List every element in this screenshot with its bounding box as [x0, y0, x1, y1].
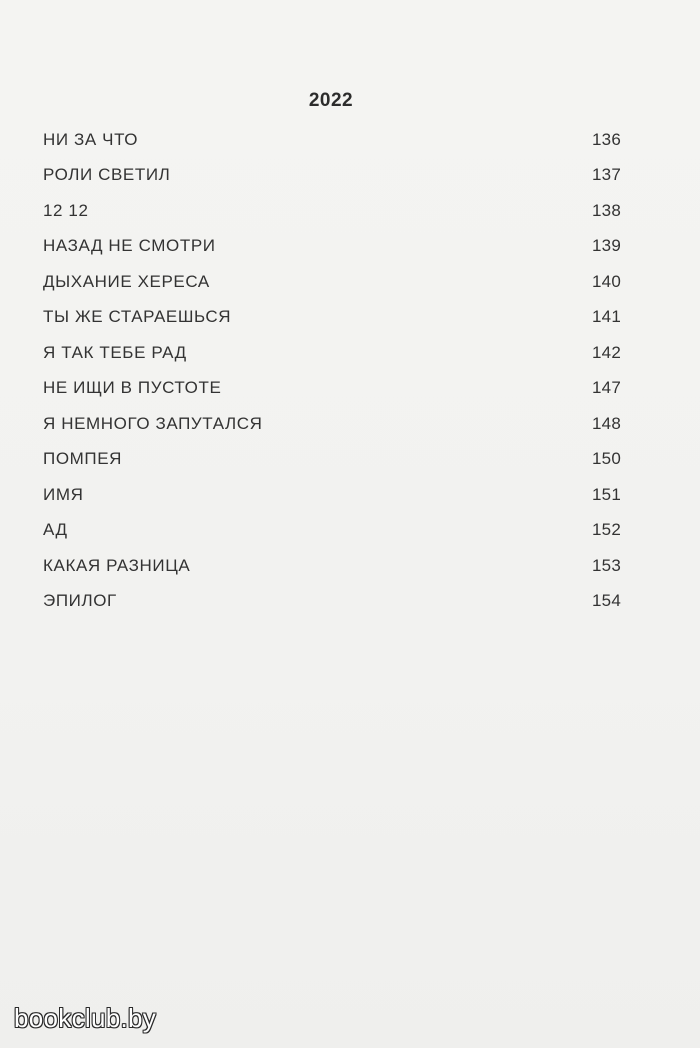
toc-entry-title: НЕ ИЩИ В ПУСТОТЕ [43, 378, 222, 398]
toc-entry [43, 513, 621, 549]
toc-entry [43, 193, 621, 229]
toc-entry-title: АД [43, 520, 68, 540]
section-year-heading: 2022 [308, 90, 354, 111]
toc-entry [43, 300, 621, 336]
toc-entry-page: 136 [592, 129, 621, 149]
toc-entry-page: 152 [592, 520, 621, 540]
toc-entry-title: ИМЯ [43, 484, 84, 504]
toc-entry-title: ЭПИЛОГ [43, 591, 117, 611]
toc-entry-page: 148 [592, 413, 621, 433]
toc-entry-title: ТЫ ЖЕ СТАРАЕШЬСЯ [43, 307, 232, 327]
toc-entry [43, 584, 621, 620]
toc-entry [43, 229, 621, 265]
table-of-contents [43, 122, 621, 619]
toc-entry-title: РОЛИ СВЕТИЛ [43, 165, 171, 185]
toc-entry [43, 335, 621, 371]
toc-entry-page: 137 [592, 165, 621, 185]
toc-entry-page: 153 [592, 555, 621, 575]
toc-entry [43, 548, 621, 584]
toc-entry-page: 139 [592, 236, 621, 256]
toc-entry-page: 142 [592, 342, 621, 362]
toc-entry-page: 138 [592, 200, 621, 220]
toc-entry [43, 477, 621, 513]
toc-entry-title: НИ ЗА ЧТО [43, 129, 139, 149]
toc-entry [43, 122, 621, 158]
toc-entry [43, 406, 621, 442]
toc-entry-page: 151 [592, 484, 621, 504]
toc-entry-title: Я НЕМНОГО ЗАПУТАЛСЯ [43, 413, 263, 433]
toc-entry [43, 264, 621, 300]
toc-entry-title: 12 12 [43, 200, 89, 220]
toc-entry-page: 140 [592, 271, 621, 291]
toc-entry-title: ДЫХАНИЕ ХЕРЕСА [43, 271, 210, 291]
toc-entry-page: 147 [592, 378, 621, 398]
toc-entry-title: НАЗАД НЕ СМОТРИ [43, 236, 216, 256]
toc-entry [43, 158, 621, 194]
toc-entry [43, 371, 621, 407]
toc-entry-title: Я ТАК ТЕБЕ РАД [43, 342, 187, 362]
toc-entry-page: 154 [592, 591, 621, 611]
toc-entry [43, 442, 621, 478]
toc-entry-title: КАКАЯ РАЗНИЦА [43, 555, 191, 575]
toc-entry-page: 150 [592, 449, 621, 469]
watermark-bookclub: bookclub.by [14, 1003, 157, 1033]
toc-entry-page: 141 [592, 307, 621, 327]
toc-entry-title: ПОМПЕЯ [43, 449, 123, 469]
